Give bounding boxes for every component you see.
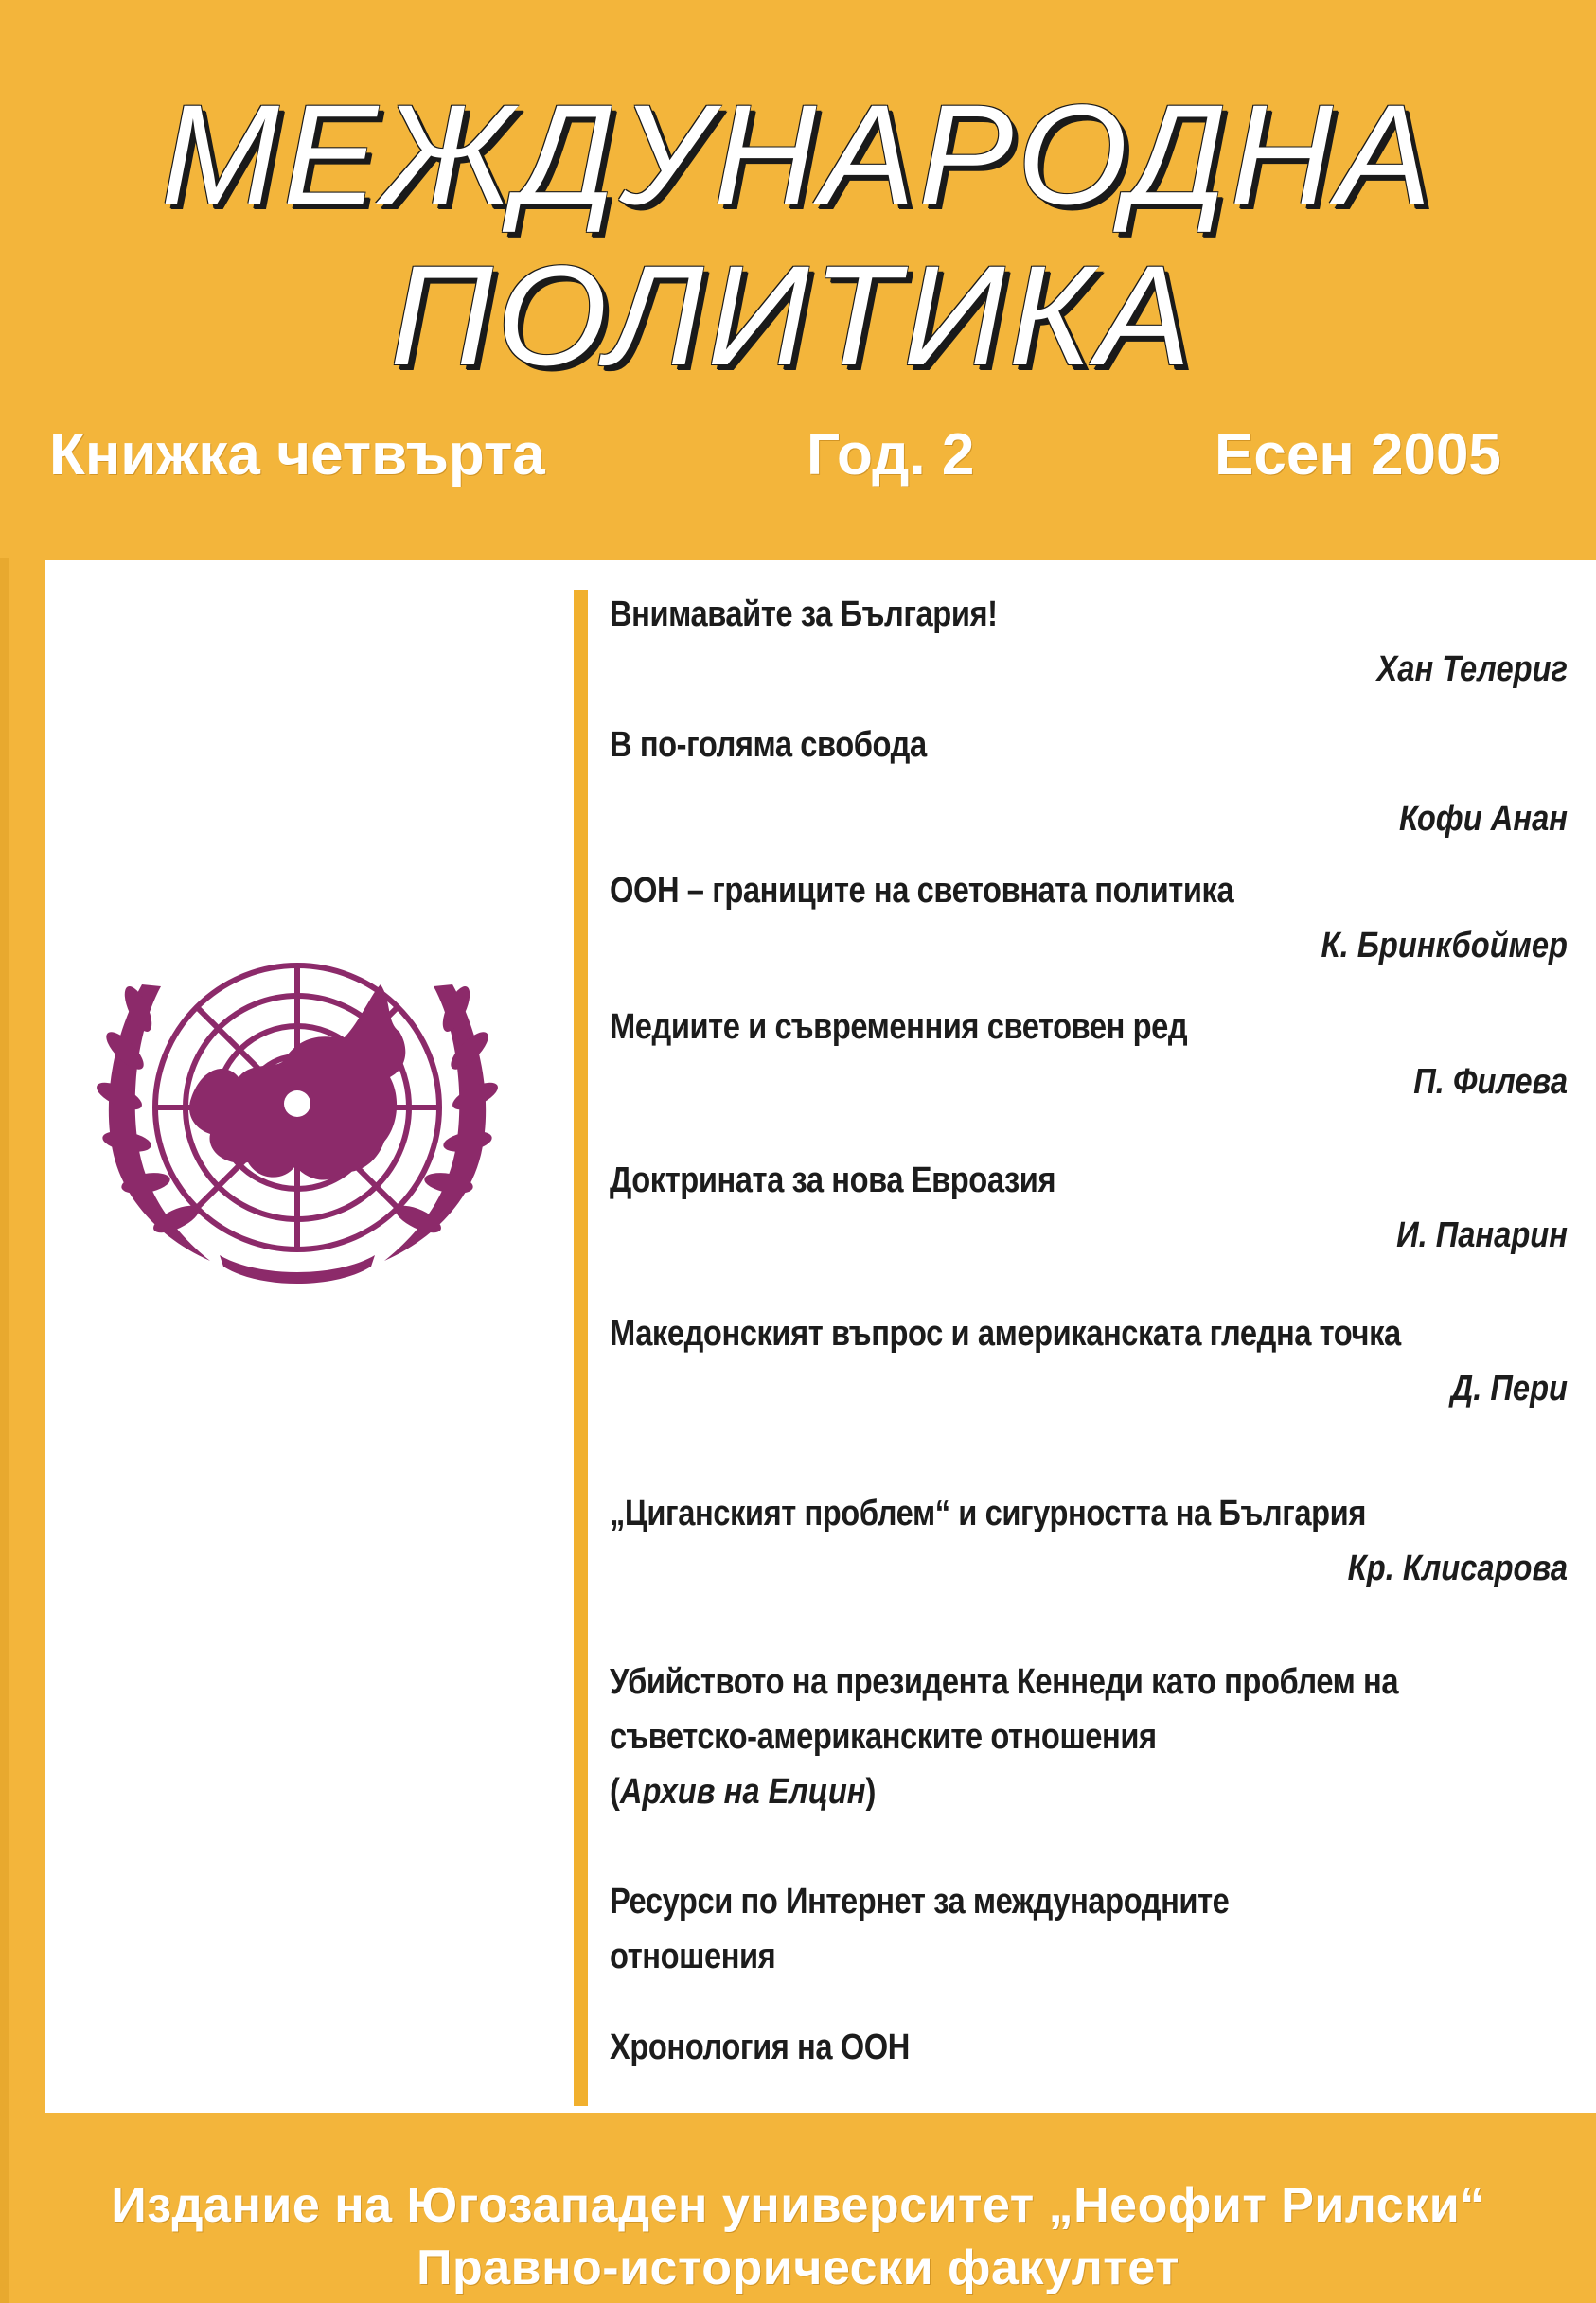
cover-header xyxy=(0,0,1596,558)
toc-entry xyxy=(610,1874,1568,1984)
un-emblem-icon xyxy=(59,918,536,1289)
publisher-line: Издание на Югозападен университет „Неофит Рилски“ xyxy=(111,2178,1485,2233)
publisher-footer xyxy=(0,2141,1596,2303)
toc-entry xyxy=(610,2020,1568,2075)
article-author: Кофи Анан xyxy=(1398,799,1568,839)
toc-entry xyxy=(610,1153,1568,1263)
issue-season: Есен 2005 xyxy=(1215,422,1501,487)
article-title: Медиите и съвременния световен ред xyxy=(610,1007,1188,1047)
issue-year: Год. 2 xyxy=(807,422,975,487)
article-title-line-1: Ресурси по Интернет за международните xyxy=(610,1882,1230,1922)
toc-entry xyxy=(610,717,1568,846)
contents-accent-bar xyxy=(574,590,588,2106)
journal-title-line-1: МЕЖДУНАРОДНА xyxy=(161,75,1435,234)
faculty-line: Правно-исторически факултет xyxy=(417,2241,1179,2295)
toc-entry xyxy=(610,1655,1568,1819)
article-title: В по-голяма свобода xyxy=(610,725,927,765)
article-author: Хан Телериг xyxy=(1376,649,1568,689)
article-title: Македонският въпрос и американската гледна точка xyxy=(610,1314,1401,1354)
article-author: П. Филева xyxy=(1413,1062,1568,1102)
article-note-text: Архив на Елцин xyxy=(619,1772,866,1812)
article-author: Д. Пери xyxy=(1450,1369,1568,1408)
toc-entry xyxy=(610,1486,1568,1596)
article-note: (Архив на Елцин) xyxy=(610,1772,877,1812)
article-author: Кр. Клисарова xyxy=(1347,1549,1568,1588)
article-author: И. Панарин xyxy=(1396,1215,1568,1255)
toc-entry xyxy=(610,1306,1568,1416)
journal-title-line-2: ПОЛИТИКА xyxy=(390,236,1195,395)
article-author: К. Бринкбоймер xyxy=(1321,926,1568,965)
article-title: „Циганският проблем“ и сигурността на България xyxy=(610,1494,1366,1533)
article-title-line-2: отношения xyxy=(610,1937,776,1976)
article-title-line-2: съветско-американските отношения xyxy=(610,1717,1157,1757)
toc-entry xyxy=(610,863,1568,973)
article-title: Хронология на ООН xyxy=(610,2028,910,2067)
toc-entry xyxy=(610,587,1568,697)
article-title-line-1: Убийството на президента Кеннеди като проблем на xyxy=(610,1662,1399,1702)
article-title: Доктрината за нова Евроазия xyxy=(610,1160,1056,1200)
issue-info xyxy=(0,422,1596,502)
issue-book: Книжка четвърта xyxy=(49,422,545,487)
article-title: Внимавайте за България! xyxy=(610,594,998,634)
toc-entry xyxy=(610,1000,1568,1109)
article-title: ООН – границите на световната политика xyxy=(610,871,1234,911)
